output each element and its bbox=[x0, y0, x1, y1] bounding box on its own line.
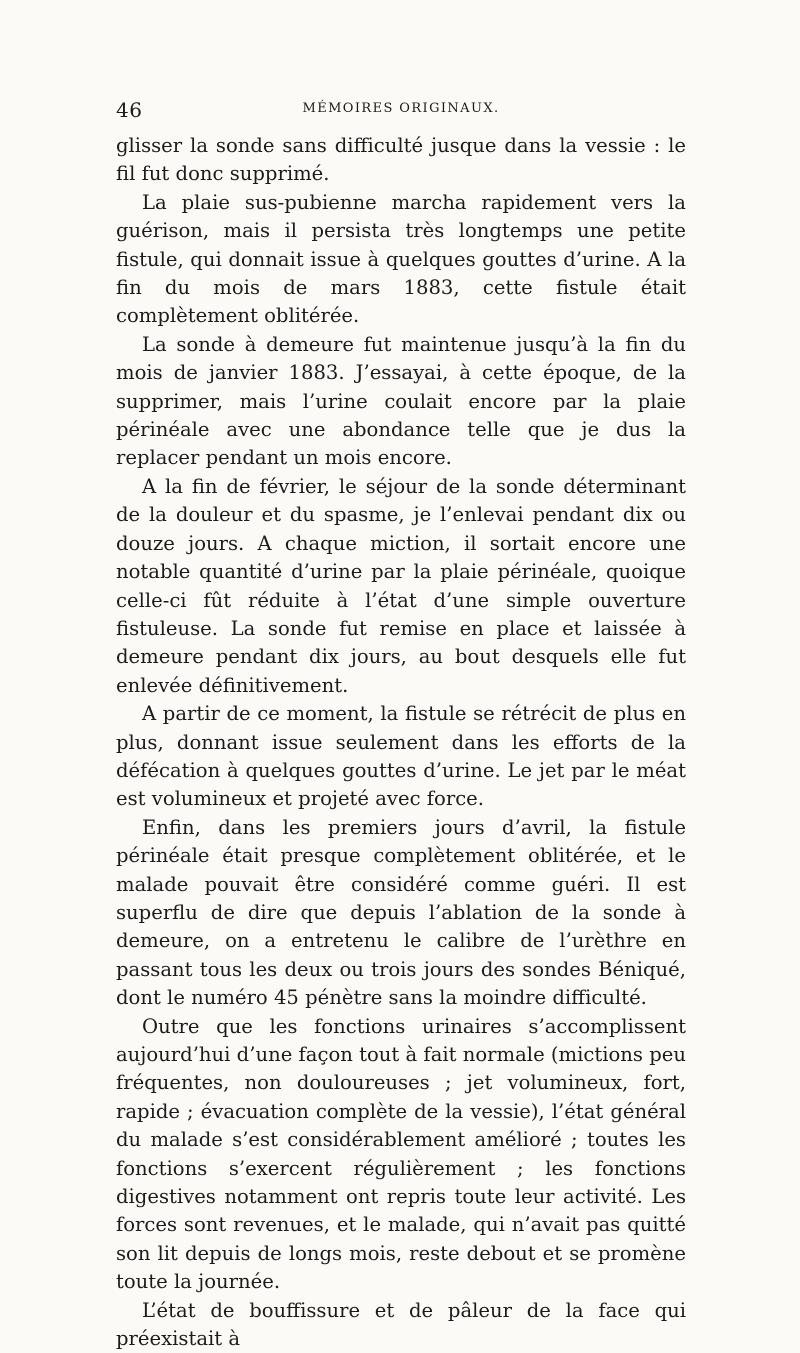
paragraph: La sonde à demeure fut maintenue jusqu’à la fin du mois de janvier 1883. J’essayai, à cette époque, de la supprimer, mais l’urine coulait encore par la plaie périnéale avec une abondance telle que je dus la replacer pendant un mois encore. bbox=[116, 332, 686, 470]
book-page bbox=[116, 98, 686, 1351]
body-text bbox=[116, 132, 686, 1353]
paragraph: A la fin de février, le séjour de la sonde déterminant de la douleur et du spasme, je l’enlevai pendant dix ou douze jours. A chaque miction, il sortait encore une notable quantité d’urine par la plaie périnéale, quoique celle-ci fût réduite à l’état d’une simple ouverture fistuleuse. La sonde fut remise en place et laissée à demeure pendant dix jours, au bout desquels elle fut enlevée définitivement. bbox=[116, 474, 686, 697]
paragraph: A partir de ce moment, la fistule se rétrécit de plus en plus, donnant issue seulement dans les efforts de la défécation à quelques gouttes d’urine. Le jet par le méat est volumineux et projeté avec force. bbox=[116, 702, 686, 811]
running-title: MÉMOIRES ORIGINAUX. bbox=[302, 101, 500, 116]
page-number: 46 bbox=[116, 98, 143, 122]
paragraph-continued: L’état de bouffissure et de pâleur de la face qui préexistait à bbox=[116, 1298, 686, 1351]
paragraph: La plaie sus-pubienne marcha rapidement vers la guérison, mais il persista très longtemps une petite fistule, qui donnait issue à quelques gouttes d’urine. A la fin du mois de mars 1883, cette fistule était complètement oblitérée. bbox=[116, 190, 686, 328]
paragraph: Outre que les fonctions urinaires s’accomplissent aujourd’hui d’une façon tout à fait normale (mictions peu fréquentes, non douloureuses ; jet volumineux, fort, rapide ; évacuation complète de la vessie), l’état général du malade s’est considérablement amélioré ; toutes les fonctions s’exercent régulièrement ; les fonctions digestives notamment ont repris toute leur activité. Les forces sont revenues, et le malade, qui n’avait pas quitté son lit depuis de longs mois, reste debout et se promène toute la journée. bbox=[116, 1014, 686, 1294]
running-head bbox=[116, 98, 686, 128]
paragraph-continuation: glisser la sonde sans difficulté jusque dans la vessie : le fil fut donc supprimé. bbox=[116, 134, 686, 186]
paragraph: Enfin, dans les premiers jours d’avril, la fistule périnéale était presque complètement oblitérée, et le malade pouvait être considéré comme guéri. Il est superflu de dire que depuis l’ablation de la sonde à demeure, on a entretenu le calibre de l’urèthre en passant tous les deux ou trois jours des sondes Béniqué, dont le numéro 45 pénètre sans la moindre difficulté. bbox=[116, 815, 686, 1010]
